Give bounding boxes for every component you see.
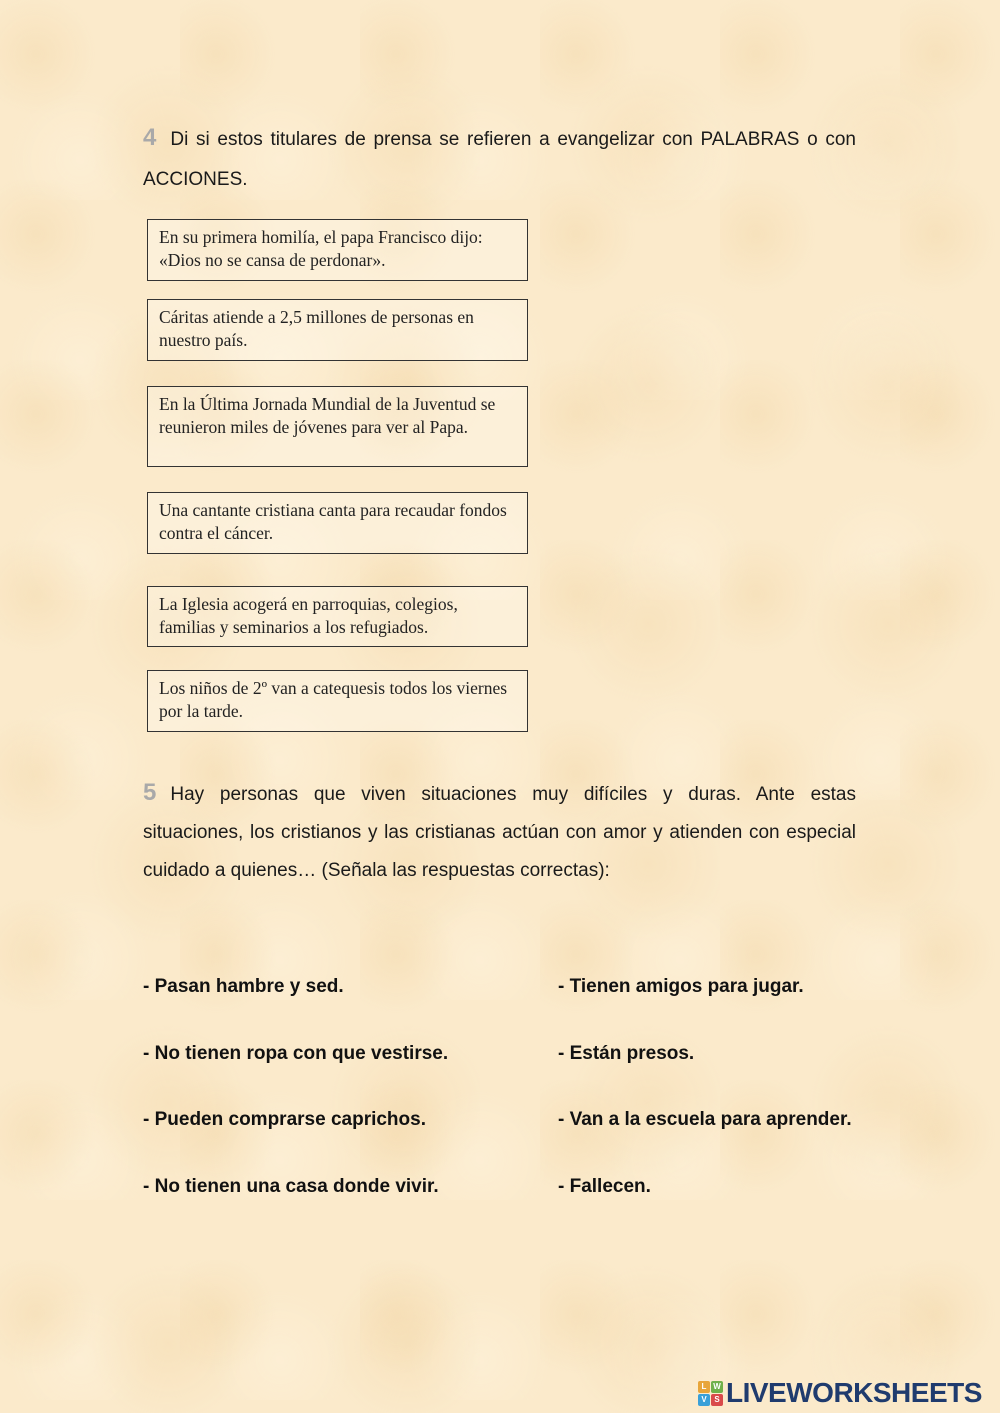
question-5-instruction — [143, 774, 856, 890]
headline-text: En su primera homilía, el papa Francisco dijo: «Dios no se cansa de perdonar». — [159, 227, 483, 270]
question-5-number: 5 — [143, 779, 157, 806]
liveworksheets-logo — [698, 1378, 982, 1408]
question-4-instruction — [143, 118, 856, 200]
answer-option[interactable]: - Pasan hambre y sed. — [143, 976, 344, 997]
question-4-number: 4 — [143, 124, 157, 151]
logo-mark-tile: S — [711, 1394, 723, 1406]
headline-box[interactable] — [147, 670, 528, 732]
logo-mark-icon — [698, 1381, 723, 1406]
answer-option[interactable]: - No tienen ropa con que vestirse. — [143, 1043, 449, 1064]
logo-mark-tile: W — [711, 1381, 723, 1393]
answer-option[interactable]: - Fallecen. — [558, 1176, 651, 1197]
headline-box[interactable] — [147, 386, 528, 467]
answer-option[interactable]: - Están presos. — [558, 1043, 695, 1064]
answer-option[interactable]: - Tienen amigos para jugar. — [558, 976, 804, 997]
logo-mark-tile: L — [698, 1381, 710, 1393]
headline-text: La Iglesia acogerá en parroquias, colegios, familias y seminarios a los refugiados. — [159, 594, 458, 637]
answer-option[interactable]: - Van a la escuela para aprender. — [558, 1109, 852, 1130]
headline-box[interactable] — [147, 492, 528, 554]
logo-mark-tile: V — [698, 1394, 710, 1406]
headline-text: En la Última Jornada Mundial de la Juventud se reunieron miles de jóvenes para ver al Papa. — [159, 394, 496, 437]
logo-text: LIVEWORKSHEETS — [726, 1377, 982, 1408]
headline-box[interactable] — [147, 586, 528, 647]
headline-text: Cáritas atiende a 2,5 millones de personas en nuestro país. — [159, 307, 474, 350]
headline-text: Los niños de 2º van a catequesis todos los viernes por la tarde. — [159, 678, 508, 721]
answer-option[interactable]: - No tienen una casa donde vivir. — [143, 1176, 439, 1197]
answer-option[interactable]: - Pueden comprarse caprichos. — [143, 1109, 426, 1130]
headline-box[interactable] — [147, 219, 528, 281]
question-4-text: Di si estos titulares de prensa se refieren a evangelizar con PALABRAS o con ACCIONES. — [143, 129, 856, 190]
headline-text: Una cantante cristiana canta para recaudar fondos contra el cáncer. — [159, 500, 507, 543]
headline-box[interactable] — [147, 299, 528, 361]
question-5-text: Hay personas que viven situaciones muy difíciles y duras. Ante estas situaciones, los cristianos y las cristianas actúan con amor y atienden con especial cuidado a quienes… (Señala las respuestas correctas): — [143, 784, 856, 881]
